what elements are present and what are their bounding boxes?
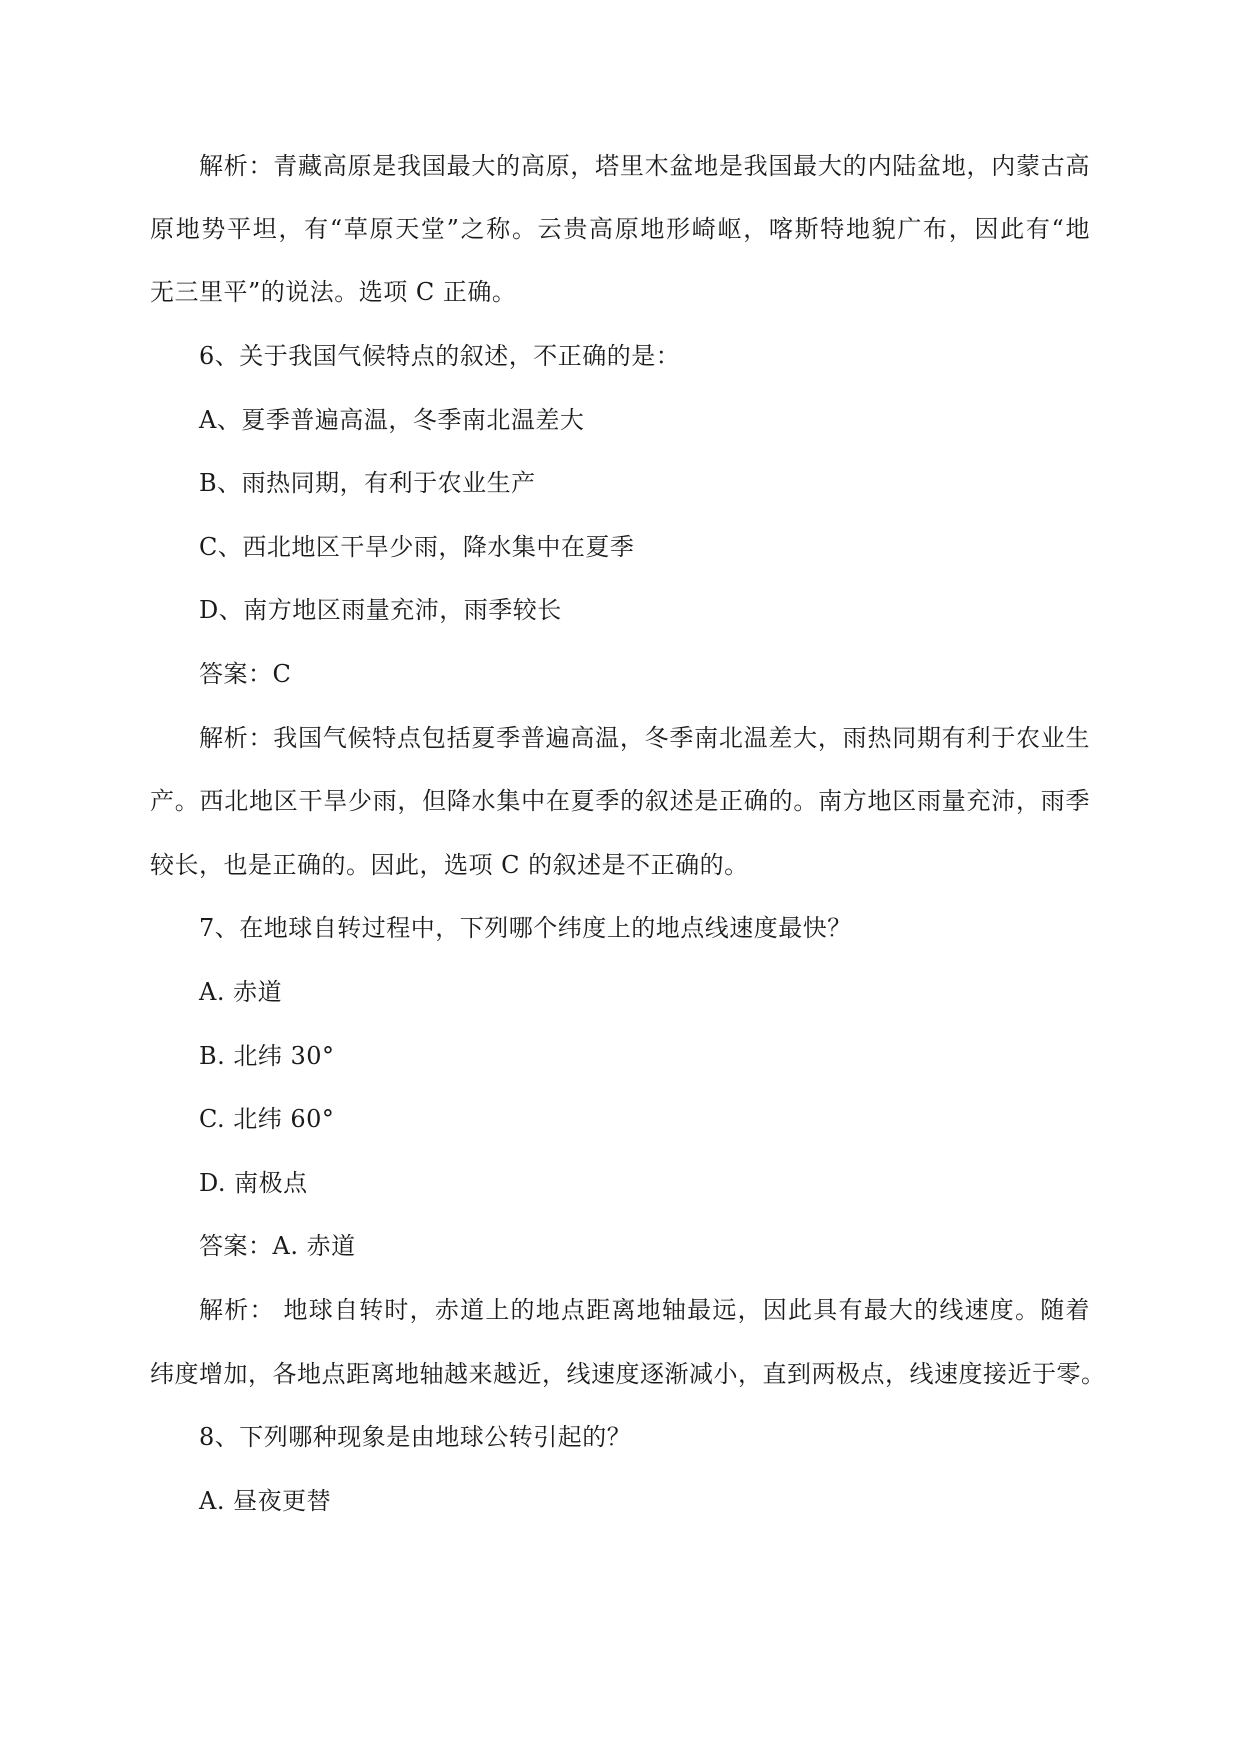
q7-option-d: D. 南极点 <box>199 1169 308 1197</box>
q7-option-b: B. 北纬 30° <box>199 1042 335 1070</box>
q6-analysis-line-1: 解析：我国气候特点包括夏季普遍高温，冬季南北温差大，雨热同期有利于农业生 <box>199 724 1090 752</box>
q7-option-c: C. 北纬 60° <box>199 1105 335 1133</box>
q7-analysis-line-1: 解析： 地球自转时，赤道上的地点距离地轴最远，因此具有最大的线速度。随着 <box>199 1296 1090 1324</box>
q8-question: 8、下列哪种现象是由地球公转引起的？ <box>199 1423 632 1451</box>
q6-analysis-line-2: 产。西北地区干旱少雨，但降水集中在夏季的叙述是正确的。南方地区雨量充沛，雨季 <box>150 787 1090 815</box>
q6-answer: 答案：C <box>199 660 292 688</box>
q7-option-a: A. 赤道 <box>199 978 283 1006</box>
q6-option-a: A、夏季普遍高温，冬季南北温差大 <box>199 406 585 434</box>
q6-option-b: B、雨热同期，有利于农业生产 <box>199 469 536 497</box>
q5-analysis-line-1: 解析：青藏高原是我国最大的高原，塔里木盆地是我国最大的内陆盆地，内蒙古高 <box>199 152 1090 180</box>
q7-question: 7、在地球自转过程中，下列哪个纬度上的地点线速度最快？ <box>199 914 852 942</box>
q7-analysis-line-2: 纬度增加，各地点距离地轴越来越近，线速度逐渐减小，直到两极点，线速度接近于零。 <box>150 1360 1106 1388</box>
q5-analysis-line-2: 原地势平坦，有“草原天堂”之称。云贵高原地形崎岖，喀斯特地貌广布，因此有“地 <box>150 215 1090 243</box>
q6-option-c: C、西北地区干旱少雨，降水集中在夏季 <box>199 533 635 561</box>
q6-analysis-line-3: 较长，也是正确的。因此，选项 C 的叙述是不正确的。 <box>150 851 749 879</box>
q7-answer: 答案：A. 赤道 <box>199 1232 356 1260</box>
q8-option-a: A. 昼夜更替 <box>199 1487 332 1515</box>
q6-option-d: D、南方地区雨量充沛，雨季较长 <box>199 596 562 624</box>
q6-question: 6、关于我国气候特点的叙述，不正确的是： <box>199 342 681 370</box>
q5-analysis-line-3: 无三里平”的说法。选项 C 正确。 <box>150 278 517 306</box>
